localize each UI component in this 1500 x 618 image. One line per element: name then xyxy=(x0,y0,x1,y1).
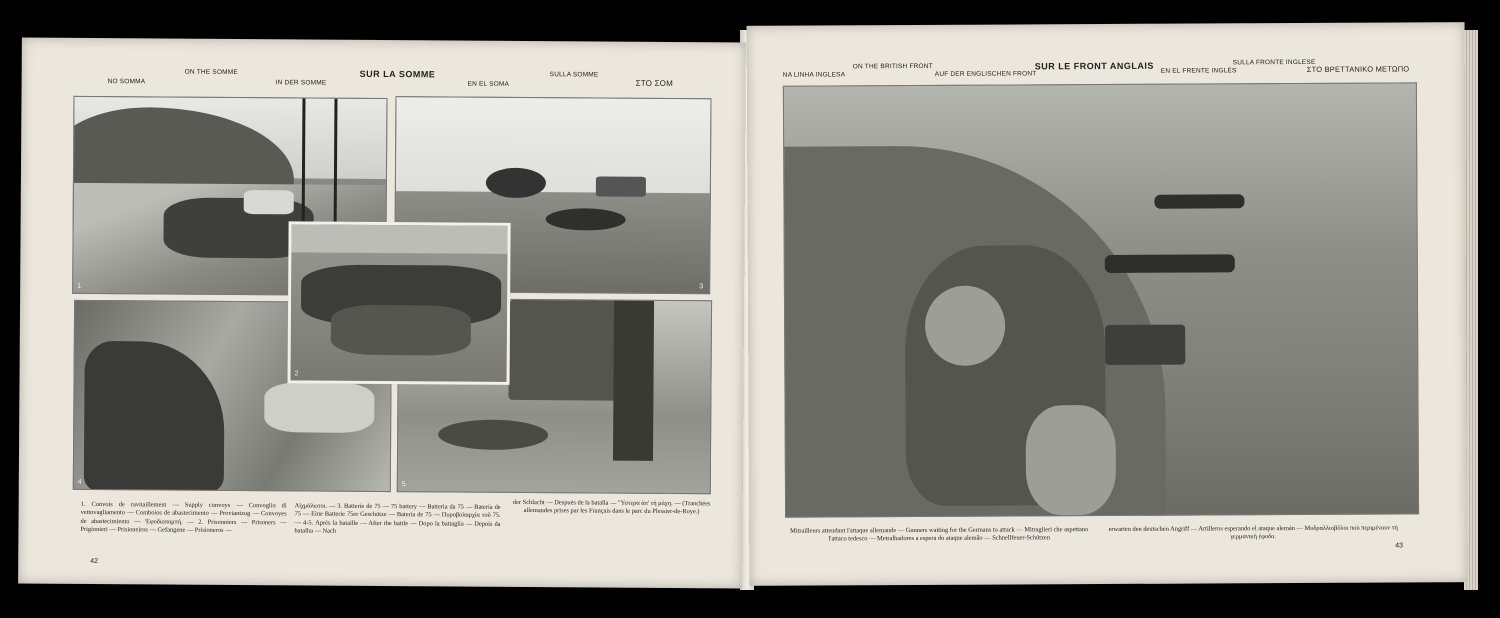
photo-number: 1 xyxy=(77,282,82,290)
header-italian: SULLA FRONTE INGLESE xyxy=(1232,58,1316,67)
photo-machine-gunners xyxy=(783,82,1419,517)
header-greek: ΣΤΟ ΒΡΕΤΤΑΝΙΚΟ ΜΕΤΩΠΟ xyxy=(1306,64,1410,74)
right-page xyxy=(747,22,1468,586)
caption-column-2: Αἰχμάλωτοι. — 3. Batterie de 75 — 75 battery — Batteria da 75 — Bateria de 75 — Eine Batterie 75er Geschütze — Batería de 75 — Πυροβολαρχία τοῦ 75. — 4-5. Après la bataille — After the battle — Dopo la battaglia — Depois da batalha — Nach xyxy=(294,502,501,536)
caption-column-2: erwarten den deutschen Angriff — Artilleros esperando el ataque alemán — Μυδραλλιοβόλοι ποὺ περιμένουν τὴ γερμανικὴ ἐφοδο. xyxy=(1108,524,1398,541)
photo-number: 4 xyxy=(77,478,82,486)
page-number: 43 xyxy=(1395,542,1404,550)
header-spanish: EN EL FRENTE INGLÉS xyxy=(1160,67,1237,75)
photo-prisoners xyxy=(288,221,511,385)
header-spanish: EN EL SOMA xyxy=(467,80,510,88)
header-french: SUR LA SOMME xyxy=(359,68,436,80)
header-german: AUF DER ENGLISCHEN FRONT xyxy=(934,70,1037,78)
header-german: IN DER SOMME xyxy=(275,79,327,87)
header-portuguese: NA LINHA INGLESA xyxy=(782,71,846,79)
caption-column-3: der Schlacht — Después de la batalla — "Υστερα ἀπ' τὴ μάχη. — (Tranchées allemandes prises par les Français dans le parc du Plessier-de-Roye.) xyxy=(512,498,711,516)
page-number: 42 xyxy=(90,557,99,566)
header-english: ON THE BRITISH FRONT xyxy=(852,62,933,71)
header-greek: ΣΤΟ ΣΟΜ xyxy=(635,78,674,89)
photo-number: 3 xyxy=(699,283,704,291)
photo-number: 5 xyxy=(401,481,406,489)
left-page xyxy=(18,37,746,588)
header-italian: SULLA SOMME xyxy=(549,71,599,79)
header-french: SUR LE FRONT ANGLAIS xyxy=(1034,60,1154,72)
photo-number: 2 xyxy=(294,370,299,378)
caption-column-1: 1. Convois de ravitaillement — Supply convoys — Convoglio di vettovagliamento — Comboios de abastecimento — Proviantzug — Convoyes de abastecimiento — 'Εφοδιοπομπή. — 2. Prisonniers — Prisoners — Prigionieri — Prisioneiros — Gefangene — Prisioneros — xyxy=(80,500,287,535)
header-portuguese: NO SOMMA xyxy=(107,78,146,86)
caption-column-1: Mitrailleurs attendant l'attaque allemande — Gunners waiting for the Germans to attack — Mitraglieri che aspettano l'attaco tedesco — Metralhadores a espera do ataque alemão — Schnellfeuer-Schützen xyxy=(790,526,1089,543)
header-english: ON THE SOMME xyxy=(184,68,238,76)
